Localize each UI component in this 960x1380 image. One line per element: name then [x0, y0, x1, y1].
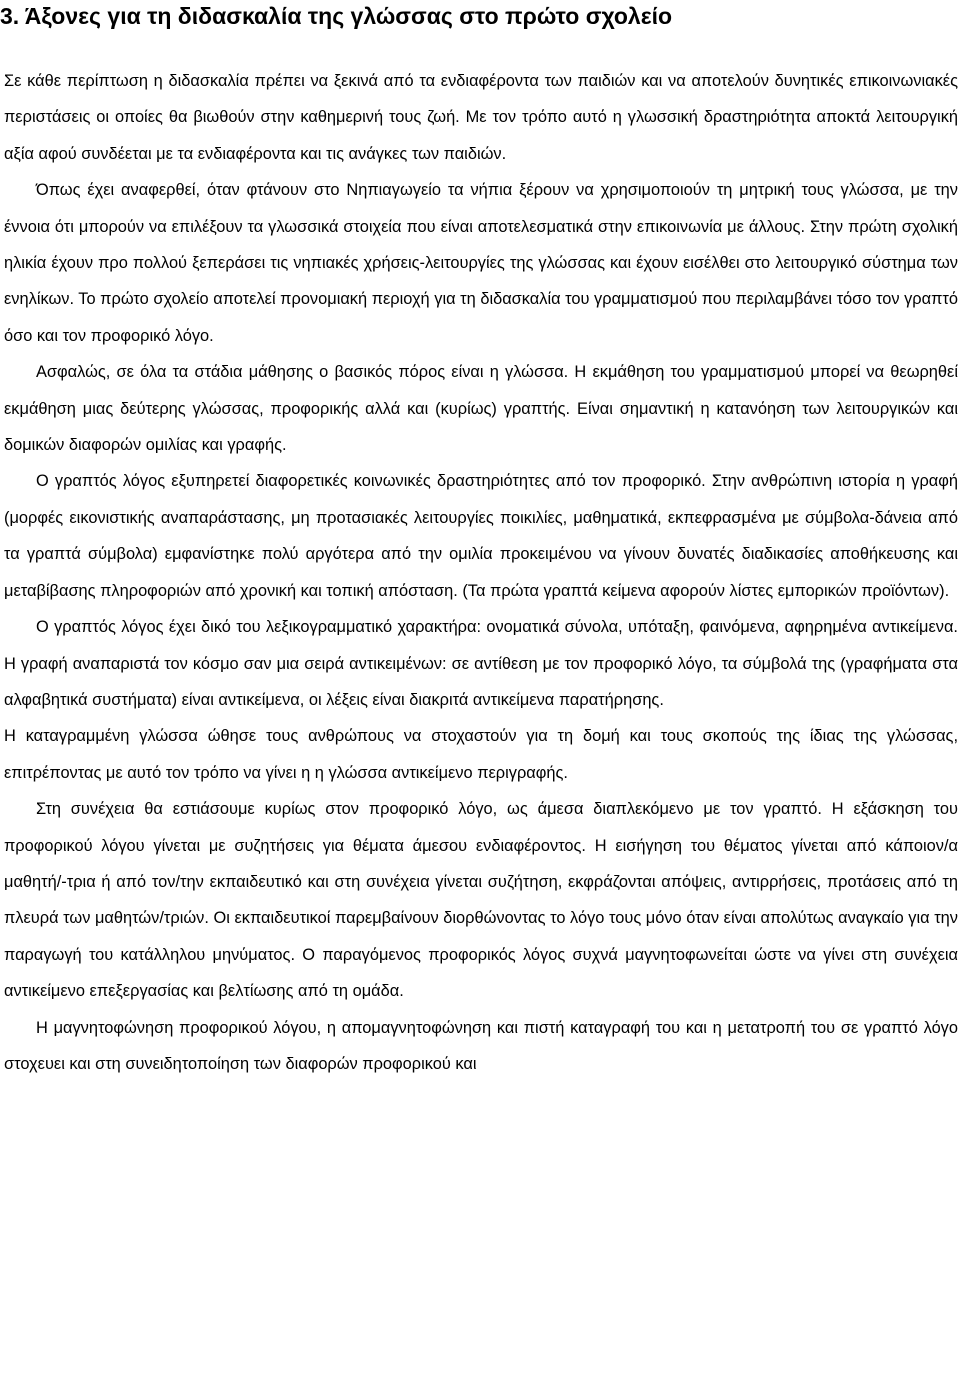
- paragraph: Στη συνέχεια θα εστιάσουμε κυρίως στον προφορικό λόγο, ως άμεσα διαπλεκόμενο με τον γραπτό. Η εξάσκηση του προφορικού λόγου γίνεται με συζητήσεις για θέματα άμεσου ενδιαφέροντος. Η εισήγηση του θέματος γίνεται από κάποιον/α μαθητή/-τρια ή από τον/την εκπαιδευτικό και στη συνέχεια γίνεται συζήτηση, εκφράζονται απόψεις, αντιρρήσεις, προτάσεις από τη πλευρά των μαθητών/τριών. Οι εκπαιδευτικοί παρεμβαίνουν διορθώνοντας το λόγο τους μόνο όταν είναι απολύτως αναγκαίο για την παραγωγή του κατάλληλου μηνύματος. Ο παραγόμενος προφορικός λόγος συχνά μαγνητοφωνείται ώστε να γίνει στη συνέχεια αντικείμενο επεξεργασίας και βελτίωσης από τη ομάδα.: [4, 800, 958, 1001]
- paragraph: Η καταγραμμένη γλώσσα ώθησε τους ανθρώπους να στοχαστούν για τη δομή και τους σκοπούς της ίδιας της γλώσσας, επιτρέποντας με αυτό τον τρόπο να γίνει η η γλώσσα αντικείμενο περιγραφής.: [4, 727, 958, 782]
- paragraph: Ασφαλώς, σε όλα τα στάδια μάθησης ο βασικός πόρος είναι η γλώσσα. Η εκμάθηση του γραμματισμού μπορεί να θεωρηθεί εκμάθηση μιας δεύτερης γλώσσας, προφορικής αλλά και (κυρίως) γραπτής. Είναι σημαντική η κατανόηση των λειτουργικών και δομικών διαφορών ομιλίας και γραφής.: [4, 363, 958, 455]
- paragraph: Η μαγνητοφώνηση προφορικού λόγου, η απομαγνητοφώνηση και πιστή καταγραφή του και η μετατροπή του σε γραπτό λόγο στοχευει και στη συνειδητοποίηση των διαφορών προφορικού και: [4, 1018, 958, 1073]
- body-text: [4, 63, 958, 1082]
- paragraph: Σε κάθε περίπτωση η διδασκαλία πρέπει να ξεκινά από τα ενδιαφέροντα των παιδιών και να αποτελούν δυνητικές επικοινωνιακές περιστάσεις οι οποίες θα βιωθούν στην καθημερινή τους ζωή. Με τον τρόπο αυτό η γλωσσική δραστηριότητα αποκτά λειτουργική αξία αφού συνδέεται με τα ενδιαφέροντα και τις ανάγκες των παιδιών.: [4, 72, 958, 163]
- paragraph: Ο γραπτός λόγος εξυπηρετεί διαφορετικές κοινωνικές δραστηριότητες από τον προφορικό. Στην ανθρώπινη ιστορία η γραφή (μορφές εικονιστικής αναπαράστασης, μη προτασιακές λειτουργίες ποικιλίες, μαθηματικά, εκπεφρασμένα με σύμβολα-δάνεια από τα γραπτά σύμβολα) εμφανίστηκε πολύ αργότερα από την ομιλία προκειμένου να γίνουν δυνατές διαδικασίες αποθήκευσης και μεταβίβασης πληροφοριών από χρονική και τοπική απόσταση. (Τα πρώτα γραπτά κείμενα αφορούν λίστες εμπορικών προϊόντων).: [4, 472, 958, 600]
- section-heading: 3. Άξονες για τη διδασκαλία της γλώσσας στο πρώτο σχολείο: [0, 3, 673, 29]
- paragraph: Όπως έχει αναφερθεί, όταν φτάνουν στο Νηπιαγωγείο τα νήπια ξέρουν να χρησιμοποιούν τη μητρική τους γλώσσα, με την έννοια ότι μπορούν να επιλέξουν τα γλωσσικά στοιχεία που είναι αποτελεσματικά στην επικοινωνία με άλλους. Στην πρώτη σχολική ηλικία έχουν προ πολλού ξεπεράσει τις νηπιακές χρήσεις-λειτουργίες της γλώσσας και έχουν εισέλθει στο λειτουργικό σύστημα των ενηλίκων. Το πρώτο σχολείο αποτελεί προνομιακή περιοχή για τη διδασκαλία του γραμματισμού που περιλαμβάνει τόσο τον γραπτό όσο και τον προφορικό λόγο.: [4, 181, 958, 345]
- paragraph: Ο γραπτός λόγος έχει δικό του λεξικογραμματικό χαρακτήρα: ονοματικά σύνολα, υπόταξη, φαινόμενα, αφηρημένα αντικείμενα. Η γραφή αναπαριστά τον κόσμο σαν μια σειρά αντικειμένων: σε αντίθεση με τον προφορικό λόγο, τα σύμβολά της (γραφήματα στα αλφαβητικά συστήματα) είναι αντικείμενα, οι λέξεις είναι διακριτά αντικείμενα παρατήρησης.: [4, 618, 958, 709]
